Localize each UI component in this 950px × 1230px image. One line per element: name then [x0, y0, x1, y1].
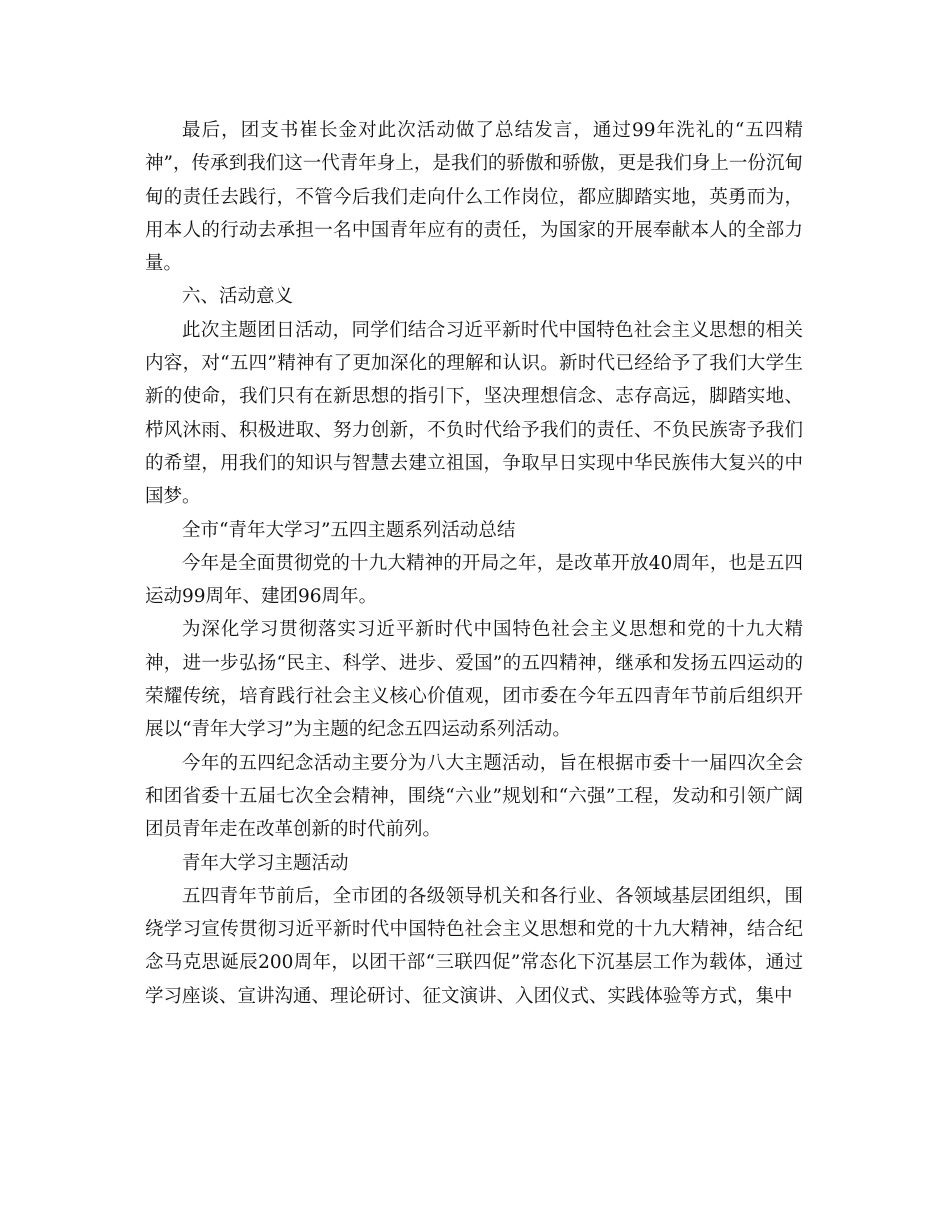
document-body [145, 114, 803, 1013]
paragraph-may-fourth-activities: 五四青年节前后，全市团的各级领导机关和各行业、各领域基层团组织，围绕学习宣传贯彻习近平新时代中国特色社会主义思想和党的十九大精神，结合纪念马克思诞辰200周年，以团干部“三联四促”常态化下沉基层工作为载体，通过学习座谈、宣讲沟通、理论研讨、征文演讲、入团仪式、实践体验等方式，集中 [145, 885, 803, 1007]
section-heading-activity-significance: 六、活动意义 [182, 286, 294, 308]
document-heading-youth-study-summary: 全市“青年大学习”五四主题系列活动总结 [182, 519, 516, 541]
paragraph-activity-significance: 此次主题团日活动，同学们结合习近平新时代中国特色社会主义思想的相关内容，对“五四”精神有了更加深化的理解和认识。新时代已经给予了我们大学生新的使命，我们只有在新思想的指引下，坚决理想信念、志存高远，脚踏实地、栉风沐雨、积极进取、努力创新，不负时代给予我们的责任、不负民族寄予我们的希望，用我们的知识与智慧去建立祖国，争取早日实现中华民族伟大复兴的中国梦。 [145, 319, 803, 508]
paragraph-purpose: 为深化学习贯彻落实习近平新时代中国特色社会主义思想和党的十九大精神，进一步弘扬“民主、科学、进步、爱国”的五四精神，继承和发扬五四运动的荣耀传统，培育践行社会主义核心价值观，团市委在今年五四青年节前后组织开展以“青年大学习”为主题的纪念五四运动系列活动。 [145, 619, 803, 741]
paragraph-eight-themes: 今年的五四纪念活动主要分为八大主题活动，旨在根据市委十一届四次全会和团省委十五届七次全会精神，围绕“六业”规划和“六强”工程，发动和引领广阔团员青年走在改革创新的时代前列。 [145, 752, 803, 841]
paragraph-closing-speech: 最后，团支书崔长金对此次活动做了总结发言，通过99年洗礼的“五四精神”，传承到我们这一代青年身上，是我们的骄傲和骄傲，更是我们身上一份沉甸甸的责任去践行，不管今后我们走向什么工作岗位，都应脚踏实地，英勇而为，用本人的行动去承担一名中国青年应有的责任，为国家的开展奉献本人的全部力量。 [145, 120, 803, 275]
paragraph-anniversary-year: 今年是全面贯彻党的十九大精神的开局之年，是改革开放40周年，也是五四运动99周年、建团96周年。 [145, 552, 803, 608]
section-heading-youth-study-theme: 青年大学习主题活动 [182, 852, 349, 874]
